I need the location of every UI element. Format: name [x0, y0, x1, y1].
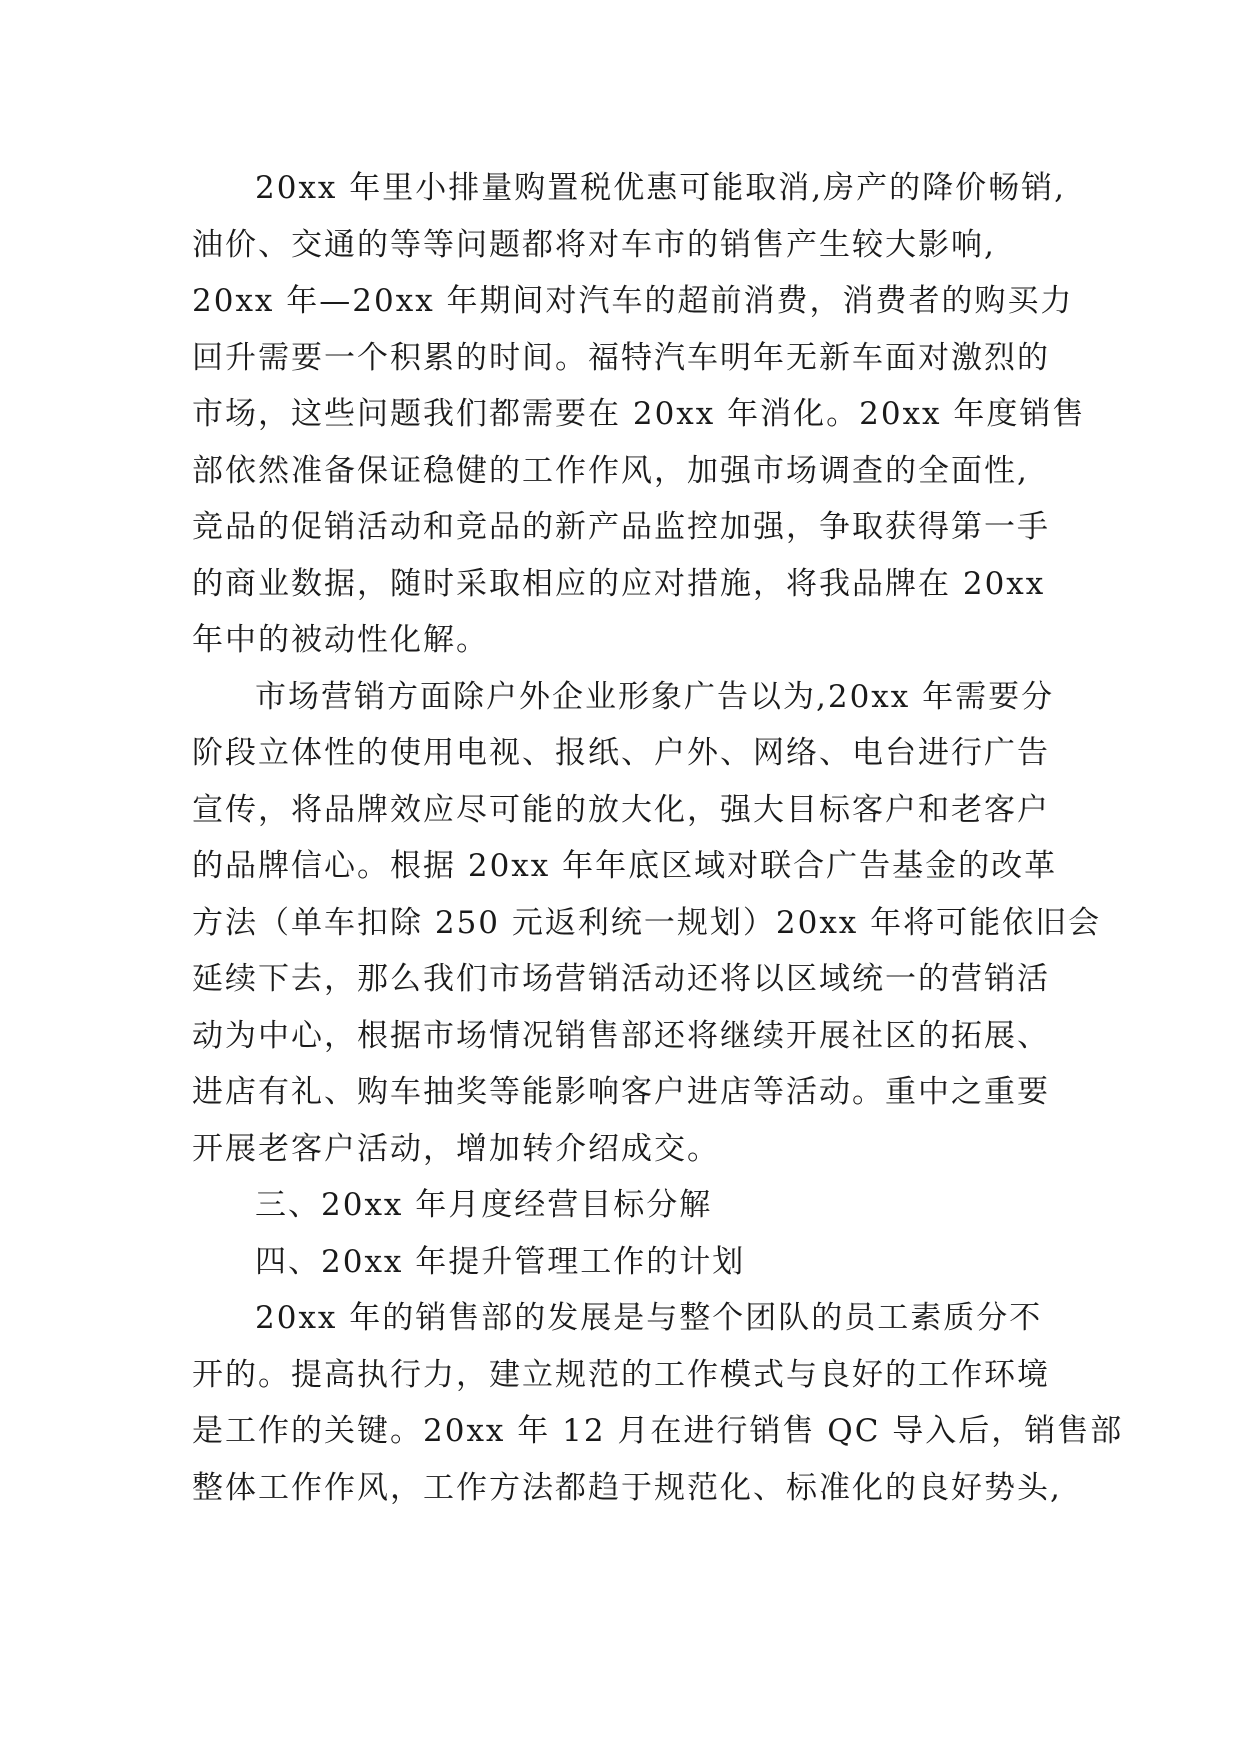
text-line: 进店有礼、购车抽奖等能影响客户进店等活动。重中之重要 — [192, 1074, 1050, 1110]
text-line: 开的。提高执行力，建立规范的工作模式与良好的工作环境 — [192, 1356, 1050, 1393]
text-line: 20xx 年—20xx 年期间对汽车的超前消费，消费者的购买力 — [192, 283, 1074, 319]
text-line: 动为中心，根据市场情况销售部还将继续开展社区的拓展、 — [192, 1017, 1050, 1054]
text-line: 的品牌信心。根据 20xx 年年底区域对联合广告基金的改革 — [192, 848, 1058, 884]
text-line: 年中的被动性化解。 — [192, 622, 489, 658]
text-line: 延续下去，那么我们市场营销活动还将以区域统一的营销活 — [192, 961, 1050, 997]
text-line: 回升需要一个积累的时间。福特汽车明年无新车面对激烈的 — [192, 339, 1050, 376]
text-line: 市场营销方面除户外企业形象广告以为,20xx 年需要分 — [255, 678, 1055, 715]
text-line: 宣传，将品牌效应尽可能的放大化，强大目标客户和老客户 — [192, 791, 1050, 828]
text-line: 20xx 年的销售部的发展是与整个团队的员工素质分不 — [255, 1300, 1043, 1336]
section-heading: 三、20xx 年月度经营目标分解 — [255, 1187, 713, 1223]
text-line: 是工作的关键。20xx 年 12 月在进行销售 QC 导入后，销售部 — [192, 1413, 1124, 1449]
text-line: 20xx 年里小排量购置税优惠可能取消,房产的降价畅销, — [255, 170, 1066, 206]
text-line: 油价、交通的等等问题都将对车市的销售产生较大影响, — [192, 226, 996, 263]
text-line: 部依然准备保证稳健的工作作风，加强市场调查的全面性, — [192, 452, 1029, 489]
text-line: 的商业数据，随时采取相应的应对措施，将我品牌在 20xx — [192, 565, 1046, 602]
text-line: 市场，这些问题我们都需要在 20xx 年消化。20xx 年度销售 — [192, 396, 1086, 432]
text-line: 阶段立体性的使用电视、报纸、户外、网络、电台进行广告 — [192, 735, 1050, 771]
text-line: 开展老客户活动，增加转介绍成交。 — [192, 1130, 720, 1167]
body-text — [192, 160, 1124, 1516]
text-line: 竞品的促销活动和竞品的新产品监控加强，争取获得第一手 — [192, 509, 1050, 545]
section-heading: 四、20xx 年提升管理工作的计划 — [255, 1243, 746, 1280]
text-line: 方法（单车扣除 250 元返利统一规划）20xx 年将可能依旧会 — [192, 904, 1102, 941]
text-line: 整体工作作风，工作方法都趋于规范化、标准化的良好势头, — [192, 1469, 1062, 1506]
